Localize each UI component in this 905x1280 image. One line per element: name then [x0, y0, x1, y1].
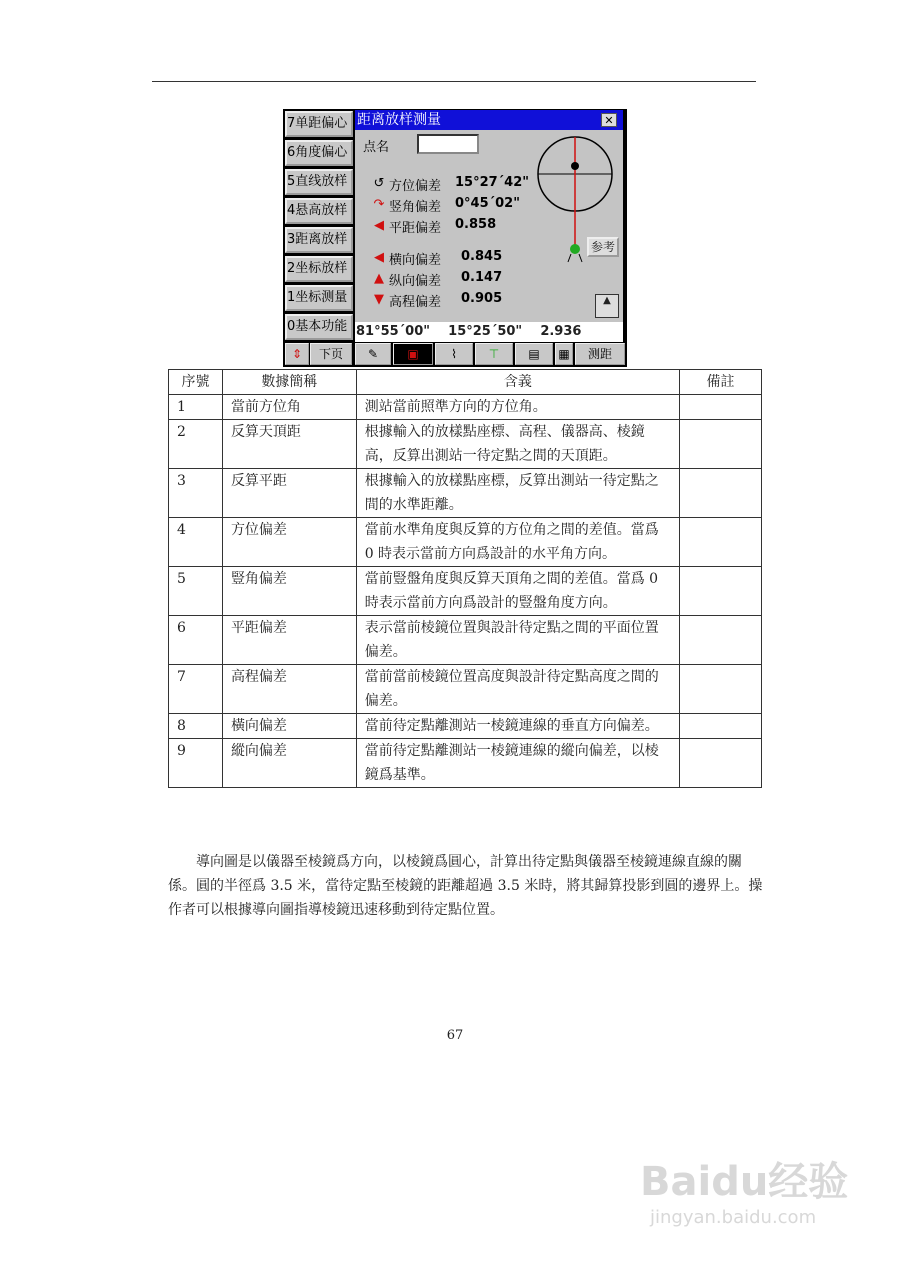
arrow-up-icon: ▲	[374, 271, 384, 286]
keyboard-icon[interactable]: ▦	[555, 343, 573, 365]
menu-item[interactable]: 5直线放样	[285, 169, 353, 195]
table-cell	[680, 567, 762, 616]
status-h-angle: 15°25´50"	[448, 324, 523, 339]
menu-item[interactable]: 1坐标测量	[285, 285, 353, 311]
table-row	[169, 739, 762, 788]
header-cell: 序號	[169, 370, 223, 395]
table-cell: 根據輸入的放樣點座標，反算出測站一待定點之間的水準距離。	[356, 469, 679, 518]
arrow-down-icon: ▼	[374, 292, 384, 307]
table-cell	[680, 616, 762, 665]
stakeout-window	[355, 110, 623, 342]
table-row	[169, 518, 762, 567]
table-row	[169, 567, 762, 616]
header-cell: 數據簡稱	[222, 370, 356, 395]
table-row	[169, 420, 762, 469]
close-icon[interactable]: ✕	[601, 113, 617, 127]
point-name-label: 点名	[363, 140, 390, 155]
header-cell: 含義	[356, 370, 679, 395]
rotate-ccw-icon: ↺	[373, 176, 385, 191]
windows-icon[interactable]: ▤	[515, 343, 553, 365]
table-row	[169, 665, 762, 714]
table-cell: 高程偏差	[222, 665, 356, 714]
height-dev-value: 0.905	[461, 291, 503, 306]
table-cell: 當前水準角度與反算的方位角之間的差值。當爲 0 時表示當前方向爲設計的水平角方向。	[356, 518, 679, 567]
table-cell	[680, 739, 762, 788]
status-v-angle: 81°55´00"	[356, 324, 431, 339]
rotate-down-icon: ↷	[373, 197, 385, 212]
table-cell: 豎角偏差	[222, 567, 356, 616]
device-screenshot	[283, 109, 627, 367]
device-toolbar	[283, 343, 627, 365]
table-cell: 9	[169, 739, 223, 788]
menu-item[interactable]: 3距离放样	[285, 227, 353, 253]
station-icon[interactable]: ⊤	[475, 343, 513, 365]
scroll-up-icon[interactable]: ▲	[595, 294, 619, 318]
lateral-dev-label: 横向偏差	[389, 253, 442, 268]
status-distance: 2.936	[540, 324, 582, 339]
table-cell: 橫向偏差	[222, 714, 356, 739]
menu-item[interactable]: 7单距偏心	[285, 111, 353, 137]
measure-button[interactable]: 测距	[575, 343, 625, 365]
table-row	[169, 395, 762, 420]
watermark	[640, 1150, 848, 1228]
hdist-dev-value: 0.858	[455, 217, 497, 232]
header-cell: 備註	[680, 370, 762, 395]
table-row	[169, 616, 762, 665]
table-cell: 平距偏差	[222, 616, 356, 665]
table-cell: 根據輸入的放樣點座標、高程、儀器高、棱鏡高，反算出測站一待定點之間的天頂距。	[356, 420, 679, 469]
table-cell	[680, 665, 762, 714]
menu-item[interactable]: 0基本功能	[285, 314, 353, 340]
table-row	[169, 469, 762, 518]
arrow-left-icon: ◀	[374, 218, 384, 233]
menu-item[interactable]: 2坐标放样	[285, 256, 353, 282]
table-cell: 當前方位角	[222, 395, 356, 420]
table-header	[169, 370, 762, 395]
table-cell: 2	[169, 420, 223, 469]
longitudinal-dev-label: 纵向偏差	[389, 274, 442, 289]
table-cell: 1	[169, 395, 223, 420]
table-cell: 縱向偏差	[222, 739, 356, 788]
table-cell	[680, 518, 762, 567]
data-table	[168, 369, 762, 788]
vertical-dev-label: 竖角偏差	[389, 200, 442, 215]
menu-item[interactable]: 6角度偏心	[285, 140, 353, 166]
table-cell: 5	[169, 567, 223, 616]
table-cell: 測站當前照準方向的方位角。	[356, 395, 679, 420]
table-cell: 當前豎盤角度與反算天頂角之間的差值。當爲 0 時表示當前方向爲設計的豎盤角度方向。	[356, 567, 679, 616]
table-cell: 反算天頂距	[222, 420, 356, 469]
watermark-url: jingyan.baidu.com	[650, 1207, 817, 1228]
traverse-icon[interactable]: ⌇	[435, 343, 473, 365]
status-bar	[355, 322, 623, 342]
header-rule	[152, 81, 756, 82]
table-row	[169, 714, 762, 739]
table-cell: 3	[169, 469, 223, 518]
vertical-dev-value: 0°45´02"	[455, 196, 520, 211]
table-cell: 方位偏差	[222, 518, 356, 567]
table-cell: 當前待定點離測站一棱鏡連線的縱向偏差，以棱鏡爲基準。	[356, 739, 679, 788]
point-name-input[interactable]	[417, 134, 479, 154]
hdist-dev-label: 平距偏差	[389, 221, 442, 236]
table-cell: 當前待定點離測站一棱鏡連線的垂直方向偏差。	[356, 714, 679, 739]
table-cell	[680, 469, 762, 518]
table-cell: 表示當前棱鏡位置與設計待定點之間的平面位置偏差。	[356, 616, 679, 665]
table-cell: 反算平距	[222, 469, 356, 518]
reference-button[interactable]: 参考	[587, 237, 619, 257]
table-cell: 7	[169, 665, 223, 714]
page-down-button[interactable]: 下页	[310, 343, 352, 365]
arrow-left-icon: ◀	[374, 250, 384, 265]
menu-item[interactable]: 4悬高放样	[285, 198, 353, 224]
table-cell	[680, 714, 762, 739]
watermark-brand: Baidu经验	[640, 1159, 849, 1205]
table-cell: 6	[169, 616, 223, 665]
table-cell	[680, 420, 762, 469]
up-down-icon[interactable]: ⇕	[285, 343, 309, 365]
instrument-icon[interactable]: ▣	[393, 343, 433, 365]
table-cell: 4	[169, 518, 223, 567]
tools-icon[interactable]: ✎	[355, 343, 391, 365]
page-number: 67	[446, 1028, 464, 1043]
table-cell	[680, 395, 762, 420]
window-title: 距离放样测量	[355, 110, 623, 130]
table-cell: 當前當前棱鏡位置高度與設計待定點高度之間的偏差。	[356, 665, 679, 714]
longitudinal-dev-value: 0.147	[461, 270, 503, 285]
height-dev-label: 高程偏差	[389, 295, 442, 310]
azimuth-dev-label: 方位偏差	[389, 179, 442, 194]
body-paragraph: 導向圖是以儀器至棱鏡爲方向，以棱鏡爲圓心，計算出待定點與儀器至棱鏡連線直線的關係。圓的半徑爲 3.5 米，當待定點至棱鏡的距離超過 3.5 米時，將其歸算投影到圓的邊界上。操作者可以根據導向圖指導棱鏡迅速移動到待定點位置。	[168, 854, 763, 918]
lateral-dev-value: 0.845	[461, 249, 503, 264]
azimuth-dev-value: 15°27´42"	[455, 175, 530, 190]
table-cell: 8	[169, 714, 223, 739]
